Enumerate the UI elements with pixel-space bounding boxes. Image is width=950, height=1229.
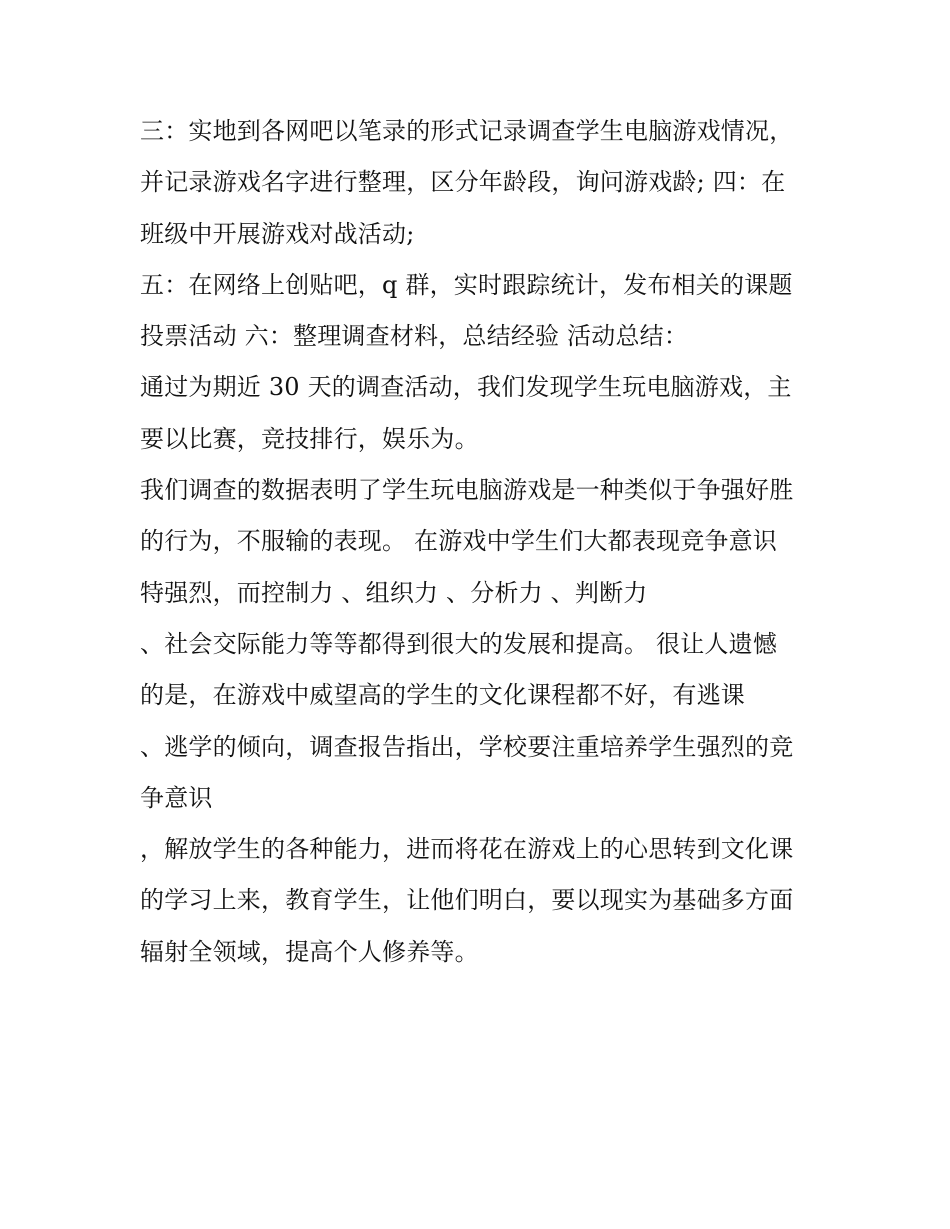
text-line: 并记录游戏名字进行整理，区分年龄段，询问游戏龄; 四：在 xyxy=(140,168,786,197)
text-line: ，解放学生的各种能力，进而将花在游戏上的心思转到文化课 xyxy=(140,835,794,864)
text-line: 五：在网络上创贴吧，q 群，实时跟踪统计，发布相关的课题 xyxy=(140,270,793,299)
text-line: 要以比赛，竞技排行，娱乐为。 xyxy=(140,424,479,453)
text-line: 三：实地到各网吧以笔录的形式记录调查学生电脑游戏情况， xyxy=(140,117,794,145)
text-line: 我们调查的数据表明了学生玩电脑游戏是一种类似于争强好胜 xyxy=(140,476,794,505)
text-line: 辐射全领域，提高个人修养等。 xyxy=(140,937,479,966)
text-line: 班级中开展游戏对战活动; xyxy=(140,219,415,248)
text-line: 、社会交际能力等等都得到很大的发展和提高。 很让人遗憾 xyxy=(140,629,778,658)
text-line: 的学习上来，教育学生，让他们明白，要以现实为基础多方面 xyxy=(140,886,794,915)
text-line: 、逃学的倾向，调查报告指出，学校要注重培养学生强烈的竞 xyxy=(140,732,794,761)
text-line: 投票活动 六：整理调查材料，总结经验 活动总结： xyxy=(140,322,689,351)
body-text xyxy=(140,106,830,978)
text-line: 的是，在游戏中威望高的学生的文化课程都不好，有逃课 xyxy=(140,681,745,710)
text-line: 争意识 xyxy=(140,783,213,812)
text-line: 的行为，不服输的表现。 在游戏中学生们大都表现竞争意识 xyxy=(140,527,778,556)
text-line: 通过为期近 30 天的调查活动，我们发现学生玩电脑游戏，主 xyxy=(140,373,792,402)
text-line: 特强烈，而控制力 、组织力 、分析力 、判断力 xyxy=(140,578,648,607)
